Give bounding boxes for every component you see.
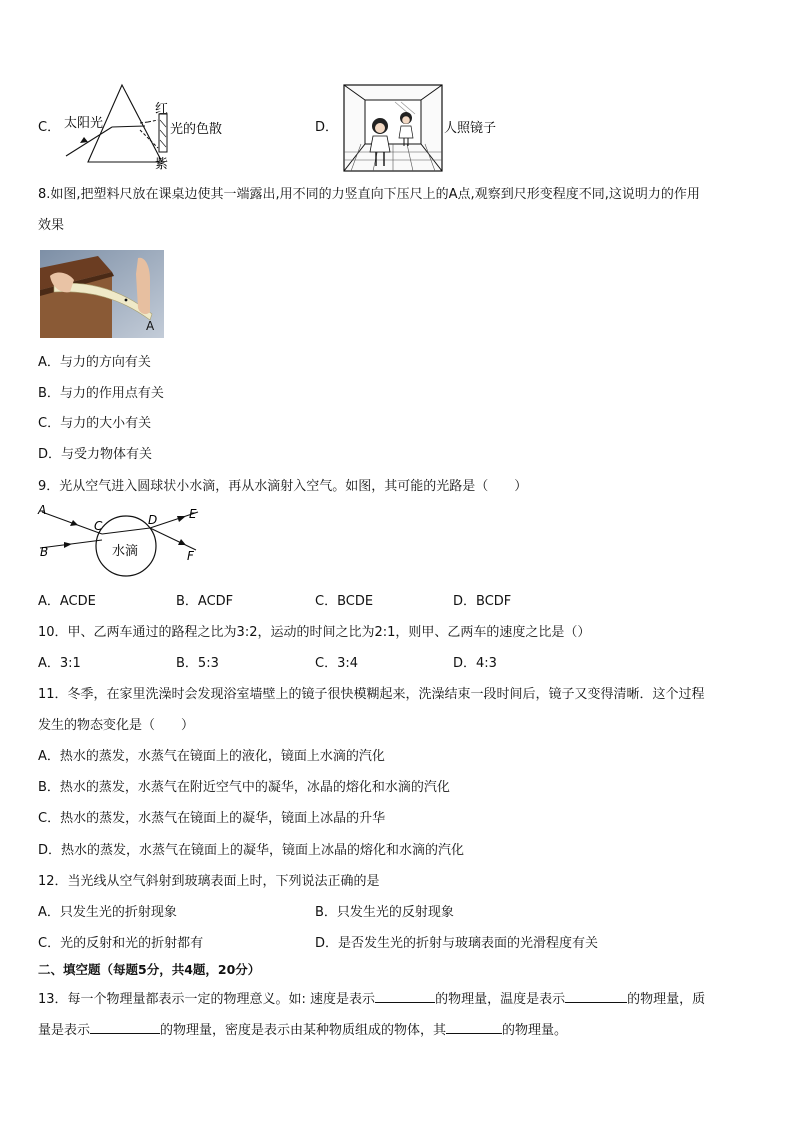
fig-point-f: F (187, 549, 194, 563)
q11-option-c[interactable]: C．热水的蒸发，水蒸气在镜面上的凝华，镜面上冰晶的升华 (38, 811, 386, 826)
q10-option-c[interactable]: C．3:4 (315, 656, 358, 671)
fig-point-e: E (189, 507, 197, 521)
q12-option-c[interactable]: C．光的反射和光的折射都有 (38, 936, 204, 951)
fig-sunlight-label: 太阳光 (64, 116, 104, 131)
fig-point-c: C (94, 519, 103, 533)
q8-text-line1: 8.如图,把塑料尺放在课桌边使其一端露出,用不同的力竖直向下压尺上的A点,观察到尺形变程度不同,这说明力的作用 (38, 187, 700, 202)
q8-ruler-photo (40, 250, 164, 338)
q8-option-c[interactable]: C．与力的大小有关 (38, 416, 152, 431)
q12-option-b[interactable]: B．只发生光的反射现象 (315, 905, 454, 920)
fig-point-d: D (148, 513, 158, 527)
fig-point-a: A (38, 503, 47, 517)
fig-waterdrop-label: 水滴 (112, 544, 139, 559)
q9-option-b[interactable]: B．ACDF (176, 594, 234, 609)
q11-text-line1: 11．冬季，在家里洗澡时会发现浴室墙壁上的镜子很快模糊起来，洗澡结束一段时间后，镜子又变得清晰．这个过程 (38, 687, 705, 702)
q8-option-b[interactable]: B．与力的作用点有关 (38, 386, 164, 401)
q7-option-c-letter: C． (38, 120, 61, 135)
q9-option-a[interactable]: A．ACDE (38, 594, 96, 609)
fig-dispersion-caption: 光的色散 (170, 122, 223, 137)
q8-option-d[interactable]: D．与受力物体有关 (38, 447, 153, 462)
fig-mirror-caption: 人照镜子 (444, 121, 497, 136)
q13-part3: 的物理量，质 (627, 992, 706, 1007)
q12-option-d[interactable]: D．是否发生光的折射与玻璃表面的光滑程度有关 (315, 936, 599, 951)
q8-option-a[interactable]: A．与力的方向有关 (38, 355, 151, 370)
q10-text: 10．甲、乙两车通过的路程之比为3:2，运动的时间之比为2:1，则甲、乙两车的速度之比是（） (38, 625, 591, 640)
q9-option-d[interactable]: D．BCDF (453, 594, 512, 609)
q9-waterdrop-figure (36, 500, 204, 584)
q13-part2: 的物理量，温度是表示 (435, 992, 566, 1007)
q13-part5: 的物理量，密度是表示由某种物质组成的物体，其 (160, 1023, 447, 1038)
q13-blank3[interactable] (90, 1019, 160, 1034)
q12-option-a[interactable]: A．只发生光的折射现象 (38, 905, 177, 920)
q7-mirror-figure (343, 84, 503, 174)
q10-option-b[interactable]: B．5:3 (176, 656, 219, 671)
q13-blank1[interactable] (375, 988, 435, 1003)
q10-option-a[interactable]: A．3:1 (38, 656, 81, 671)
q13-part1: 13．每一个物理量都表示一定的物理意义。如: 速度是表示 (38, 992, 376, 1007)
fig-point-a-label: A (146, 319, 155, 333)
q7-option-d-letter: D． (315, 120, 339, 135)
fig-red-label: 红 (155, 102, 169, 117)
q8-text-line2: 效果 (38, 218, 65, 233)
q7-prism-figure (60, 82, 240, 174)
q12-text: 12．当光线从空气斜射到玻璃表面上时，下列说法正确的是 (38, 874, 380, 889)
q13-part4: 量是表示 (38, 1023, 91, 1038)
fig-purple-label: 紫 (155, 157, 169, 172)
q13-blank2[interactable] (565, 988, 627, 1003)
q11-text-line2: 发生的物态变化是（ ） (38, 718, 195, 733)
q13-line2 (38, 1019, 567, 1040)
q13-blank4[interactable] (446, 1019, 502, 1034)
q13-part6: 的物理量。 (502, 1023, 568, 1038)
q11-option-a[interactable]: A．热水的蒸发，水蒸气在镜面上的液化，镜面上水滴的汽化 (38, 749, 385, 764)
q13-line1 (38, 988, 705, 1009)
q9-option-c[interactable]: C．BCDE (315, 594, 374, 609)
q11-option-b[interactable]: B．热水的蒸发，水蒸气在附近空气中的凝华，冰晶的熔化和水滴的汽化 (38, 780, 450, 795)
screen-shape (159, 114, 167, 152)
q9-text: 9．光从空气进入圆球状小水滴，再从水滴射入空气。如图，其可能的光路是（ ） (38, 479, 528, 494)
section2-heading: 二、填空题（每题5分，共4题，20分） (38, 962, 261, 977)
fig-point-b: B (40, 545, 49, 559)
q11-option-d[interactable]: D．热水的蒸发，水蒸气在镜面上的凝华，镜面上冰晶的熔化和水滴的汽化 (38, 843, 465, 858)
q10-option-d[interactable]: D．4:3 (453, 656, 497, 671)
